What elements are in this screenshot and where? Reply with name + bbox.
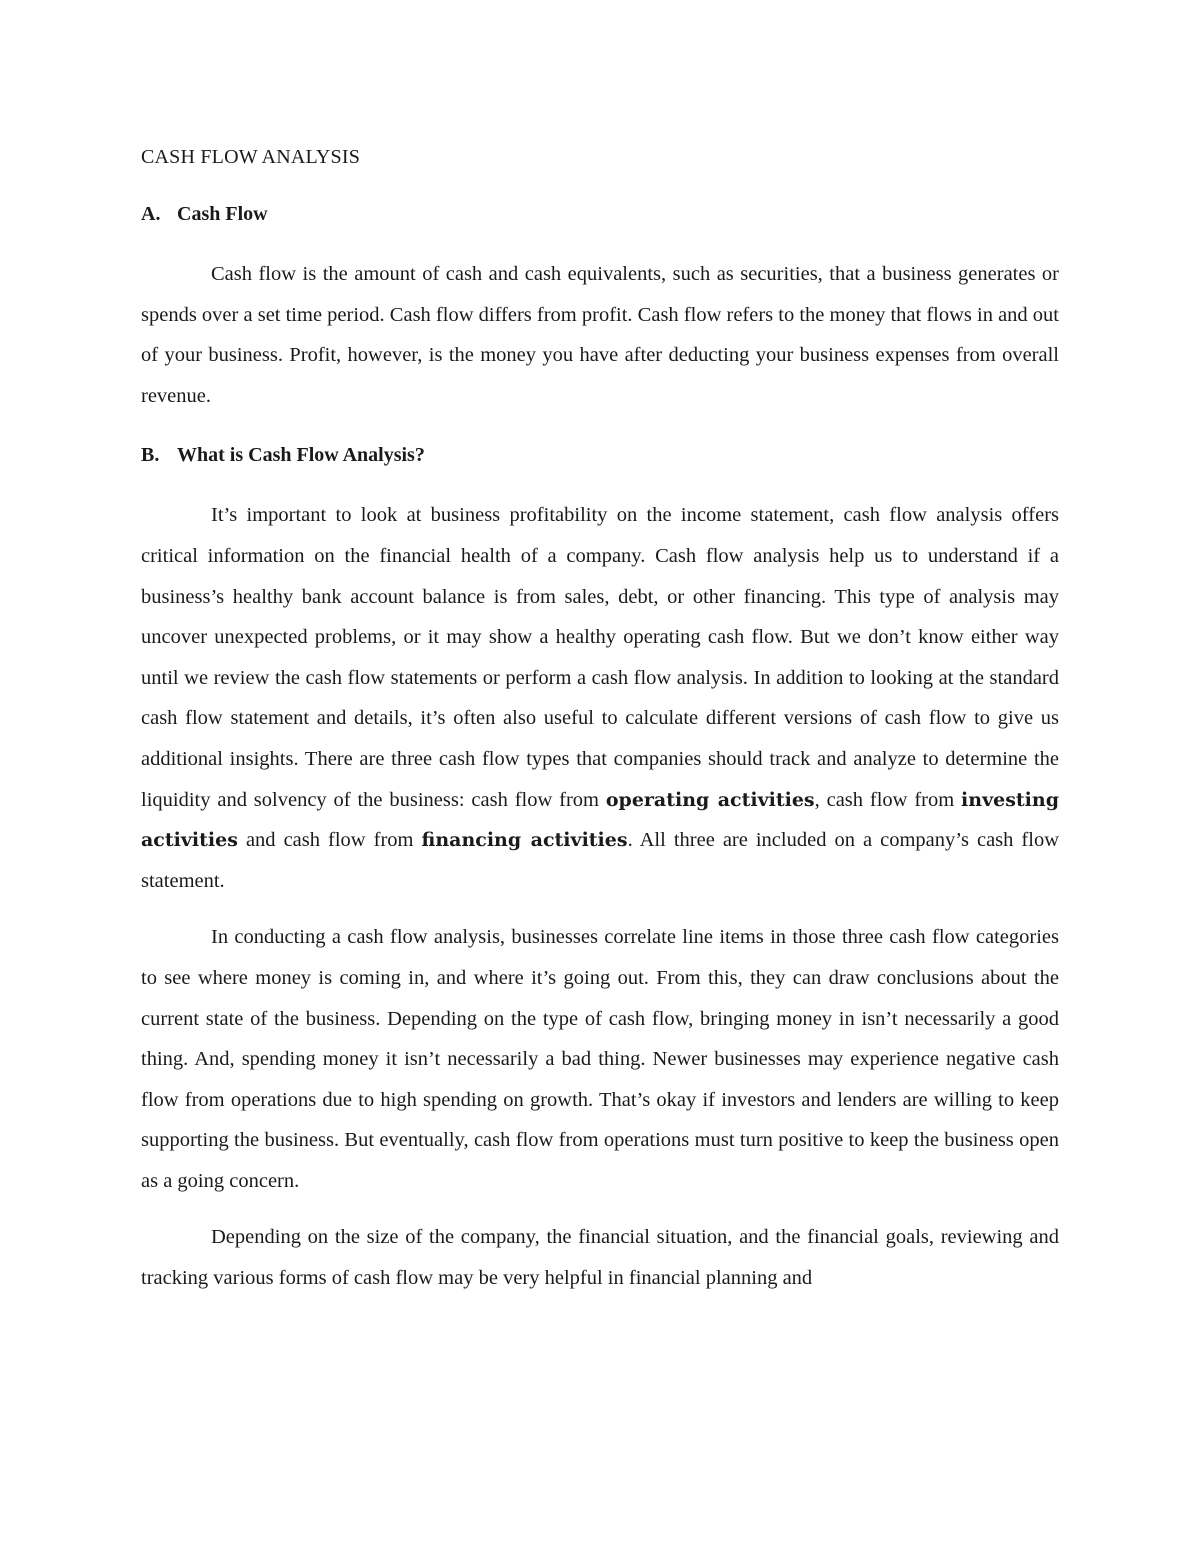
section-a-title: Cash Flow <box>177 203 268 225</box>
document-title: CASH FLOW ANALYSIS <box>141 146 361 168</box>
bold-term-operating: operating activities <box>605 788 815 811</box>
section-b-heading <box>141 438 1059 472</box>
section-b-paragraph-3: Depending on the size of the company, the financial situation, and the financial goals, reviewing and tracking various forms of cash flow may be very helpful in financial planning and <box>141 1226 1059 1290</box>
section-a-paragraph: Cash flow is the amount of cash and cash equivalents, such as securities, that a business generates or spends over a set time period. Cash flow differs from profit. Cash flow refers to the money that flows in and out of your business. Profit, however, is the money you have after deducting your business expenses from overall revenue. <box>141 263 1059 407</box>
bold-term-financing: financing activities <box>421 829 628 852</box>
paragraph-text: . All three are included on a company’s cash flow statement. <box>141 829 1059 892</box>
section-b-paragraph-1 <box>141 495 1059 901</box>
section-b-letter: B. <box>141 444 160 467</box>
paragraph-text: and cash flow from <box>237 829 422 852</box>
paragraph-text: It’s important to look at business profitability on the income statement, cash flow analysis offers critical information on the financial health of a company. Cash flow analysis help us to understand if a business’s healthy bank account balance is from sales, debt, or other financing. This type of analysis may uncover unexpected problems, or it may show a healthy operating cash flow. But we don’t know either way until we review the cash flow statements or perform a cash flow analysis. In addition to looking at the standard cash flow statement and details, it’s often also useful to calculate different versions of cash flow to give us additional insights. There are three cash flow types that companies should track and analyze to determine the liquidity and solvency of the business: cash flow from <box>141 504 1059 811</box>
section-b-title: What is Cash Flow Analysis? <box>177 444 425 467</box>
document-body <box>141 140 1059 1299</box>
section-a-letter: A. <box>141 203 161 225</box>
section-b-paragraph-2: In conducting a cash flow analysis, businesses correlate line items in those three cash flow categories to see where money is coming in, and where it’s going out. From this, they can draw conclusions about the current state of the business. Depending on the type of cash flow, bringing money in isn’t necessarily a good thing. And, spending money it isn’t necessarily a bad thing. Newer businesses may experience negative cash flow from operations due to high spending on growth. That’s okay if investors and lenders are willing to keep supporting the business. But eventually, cash flow from operations must turn positive to keep the business open as a going concern. <box>141 926 1059 1192</box>
bold-term-investing: investing activities <box>141 788 1059 852</box>
section-a-heading <box>141 197 1059 231</box>
paragraph-text: , cash flow from <box>814 788 962 811</box>
